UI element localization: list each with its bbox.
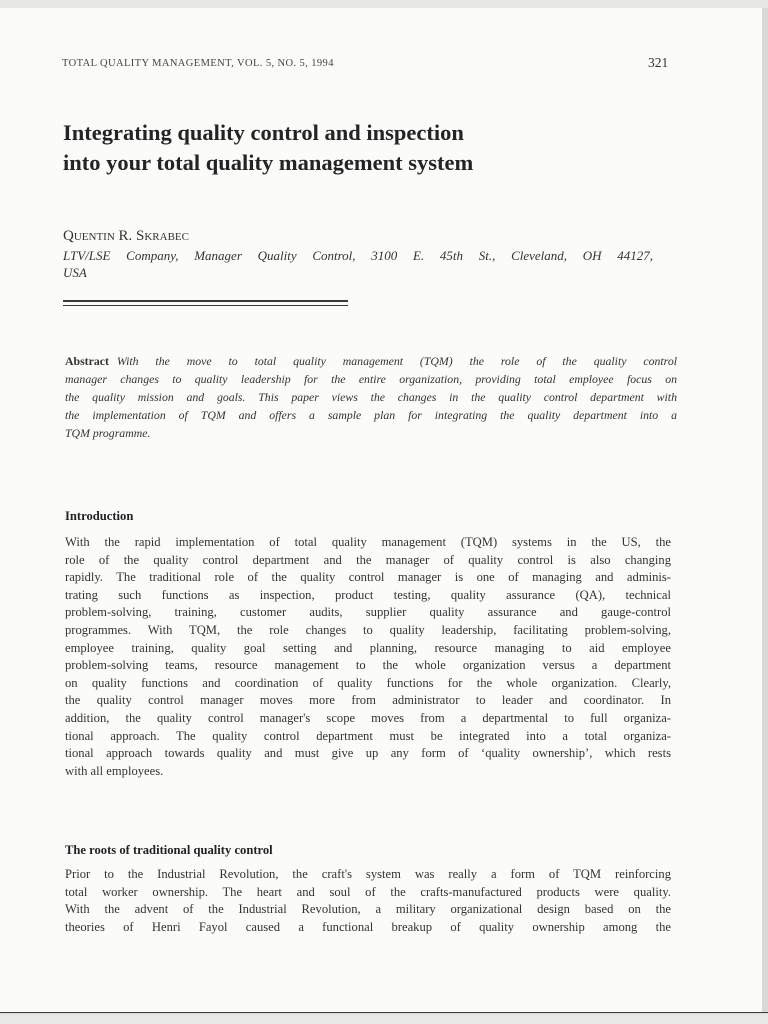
paragraph-line: rapidly. The traditional role of the quality control manager is one of managing and adminis- — [65, 570, 671, 585]
paragraph-line: role of the quality control department and the manager of quality control is also changing — [65, 552, 671, 567]
paragraph-line: on quality functions and coordination of quality functions for the whole organization. Clearly, — [65, 675, 671, 690]
abstract-label: Abstract — [65, 354, 109, 368]
paragraph-line: With the rapid implementation of total quality management (TQM) systems in the US, the — [65, 535, 671, 549]
abstract-line: the implementation of TQM and offers a sample plan for integrating the quality department into a — [65, 408, 677, 422]
affiliation-line: LTV/LSE Company, Manager Quality Control, 3100 E. 45th St., Cleveland, OH 44127, — [63, 248, 653, 263]
abstract-line: manager changes to quality leadership for the entire organization, providing total employee focus on — [65, 372, 677, 386]
paragraph-line: tional approach towards quality and must give up any form of ‘quality ownership’, which rests — [65, 746, 671, 761]
paragraph-line: with all employees. — [65, 763, 164, 778]
page-edge-shadow — [762, 8, 768, 1012]
paragraph-line: With the advent of the Industrial Revolution, a military organizational design based on the — [65, 902, 671, 917]
title-divider-thick — [63, 300, 348, 302]
abstract-line: the quality mission and goals. This paper views the changes in the quality control department with — [65, 390, 677, 404]
article-title — [63, 118, 683, 178]
author-affiliation — [63, 247, 653, 281]
author-name — [63, 228, 189, 245]
section-heading-introduction: Introduction — [65, 509, 134, 523]
paragraph-line: theories of Henri Fayol caused a functional breakup of quality ownership among the — [65, 919, 671, 934]
abstract-block — [65, 352, 677, 442]
paragraph-line: total worker ownership. The heart and soul of the crafts-manufactured products were quality. — [65, 884, 671, 899]
title-divider-thin — [63, 305, 348, 306]
affiliation-line: USA — [63, 265, 87, 280]
paragraph-line: addition, the quality control manager's scope moves from a departmental to full organiza- — [65, 710, 671, 725]
abstract-line — [65, 352, 677, 370]
section-heading-roots: The roots of traditional quality control — [65, 843, 273, 857]
abstract-line: TQM programme. — [65, 426, 151, 440]
paragraph-line: trating such functions as inspection, product testing, quality assurance (QA), technical — [65, 587, 671, 602]
introduction-paragraph — [65, 534, 671, 780]
author-name-text: Quentin R. Skrabec — [63, 228, 189, 244]
paragraph-line: problem-solving teams, resource management to the whole organization versus a department — [65, 658, 671, 673]
title-line: Integrating quality control and inspection — [63, 120, 464, 145]
paragraph-line: tional approach. The quality control department must be integrated into a total organiza- — [65, 728, 671, 743]
roots-paragraph — [65, 866, 671, 936]
paragraph-line: employee training, quality goal setting and planning, resource managing to aid employee — [65, 640, 671, 655]
paragraph-line: the quality control manager moves more from administrator to leader and coordinator. In — [65, 693, 671, 708]
title-line: into your total quality management system — [63, 150, 474, 175]
paragraph-line: problem-solving, training, customer audits, supplier quality assurance and gauge-control — [65, 605, 671, 620]
page-bottom-border — [0, 1012, 768, 1013]
page-number: 321 — [648, 55, 669, 70]
paragraph-line: Prior to the Industrial Revolution, the craft's system was really a form of TQM reinforcing — [65, 867, 671, 881]
running-head: TOTAL QUALITY MANAGEMENT, VOL. 5, NO. 5, 1994 — [62, 58, 334, 69]
abstract-text: With the move to total quality management (TQM) the role of the quality control — [116, 354, 677, 368]
paragraph-line: programmes. With TQM, the role changes to quality leadership, facilitating problem-solving, — [65, 622, 671, 637]
